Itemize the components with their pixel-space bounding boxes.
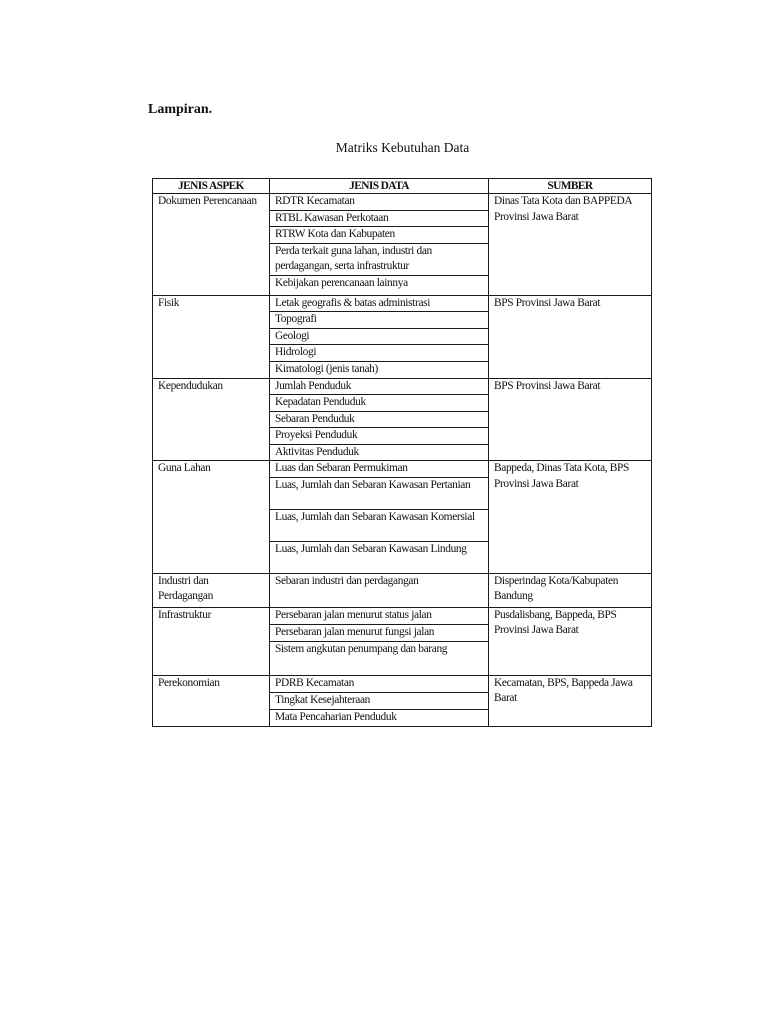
header-jenis-data: JENIS DATA [270,179,489,194]
data-cell: Letak geografis & batas administrasi [270,295,489,312]
table-row [153,461,652,478]
aspect-cell: Industri dan Perdagangan [153,573,270,607]
document-title: Matriks Kebutuhan Data [335,140,470,155]
data-needs-matrix [152,178,652,727]
data-cell: Topografi [270,312,489,329]
aspect-cell: Infrastruktur [153,607,270,675]
source-cell: Dinas Tata Kota dan BAPPEDA Provinsi Jawa Barat [489,194,652,296]
page-heading: Lampiran. [148,102,213,117]
data-cell: RTBL Kawasan Perkotaan [270,210,489,227]
aspect-cell: Perekonomian [153,675,270,726]
data-cell: Kepadatan Penduduk [270,395,489,412]
source-cell: BPS Provinsi Jawa Barat [489,295,652,378]
data-cell: Persebaran jalan menurut fungsi jalan [270,624,489,641]
data-cell: Sebaran industri dan perdagangan [270,573,489,607]
data-cell: Perda terkait guna lahan, industri dan perdagangan, serta infrastruktur [270,243,489,275]
data-cell: RDTR Kecamatan [270,194,489,211]
header-sumber: SUMBER [489,179,652,194]
header-row [153,179,652,194]
data-cell: Luas, Jumlah dan Sebaran Kawasan Lindung [270,541,489,573]
data-cell: Luas, Jumlah dan Sebaran Kawasan Pertanian [270,477,489,509]
table-row [153,378,652,395]
data-cell: Luas dan Sebaran Permukiman [270,461,489,478]
data-cell: Mata Pencaharian Penduduk [270,709,489,726]
data-cell: RTRW Kota dan Kabupaten [270,227,489,244]
table-row [153,675,652,692]
aspect-cell: Guna Lahan [153,461,270,574]
source-cell: BPS Provinsi Jawa Barat [489,378,652,461]
data-cell: PDRB Kecamatan [270,675,489,692]
data-cell: Kebijakan perencanaan lainnya [270,275,489,295]
source-cell: Kecamatan, BPS, Bappeda Jawa Barat [489,675,652,726]
data-cell: Aktivitas Penduduk [270,444,489,461]
data-cell: Sistem angkutan penumpang dan barang [270,641,489,675]
data-cell: Jumlah Penduduk [270,378,489,395]
header-jenis-aspek: JENIS ASPEK [153,179,270,194]
data-cell: Tingkat Kesejahteraan [270,692,489,709]
data-cell: Geologi [270,328,489,345]
table-row [153,573,652,607]
data-cell: Proyeksi Penduduk [270,428,489,445]
aspect-cell: Dokumen Perencanaan [153,194,270,296]
matrix-body [153,194,652,727]
data-cell: Hidrologi [270,345,489,362]
source-cell: Disperindag Kota/Kabupaten Bandung [489,573,652,607]
table-row [153,194,652,211]
aspect-cell: Kependudukan [153,378,270,461]
source-cell: Bappeda, Dinas Tata Kota, BPS Provinsi Jawa Barat [489,461,652,574]
table-row [153,607,652,624]
table-row [153,295,652,312]
data-cell: Kimatologi (jenis tanah) [270,361,489,378]
source-cell: Pusdalisbang, Bappeda, BPS Provinsi Jawa Barat [489,607,652,675]
data-cell: Sebaran Penduduk [270,411,489,428]
data-cell: Persebaran jalan menurut status jalan [270,607,489,624]
aspect-cell: Fisik [153,295,270,378]
data-cell: Luas, Jumlah dan Sebaran Kawasan Komersial [270,509,489,541]
